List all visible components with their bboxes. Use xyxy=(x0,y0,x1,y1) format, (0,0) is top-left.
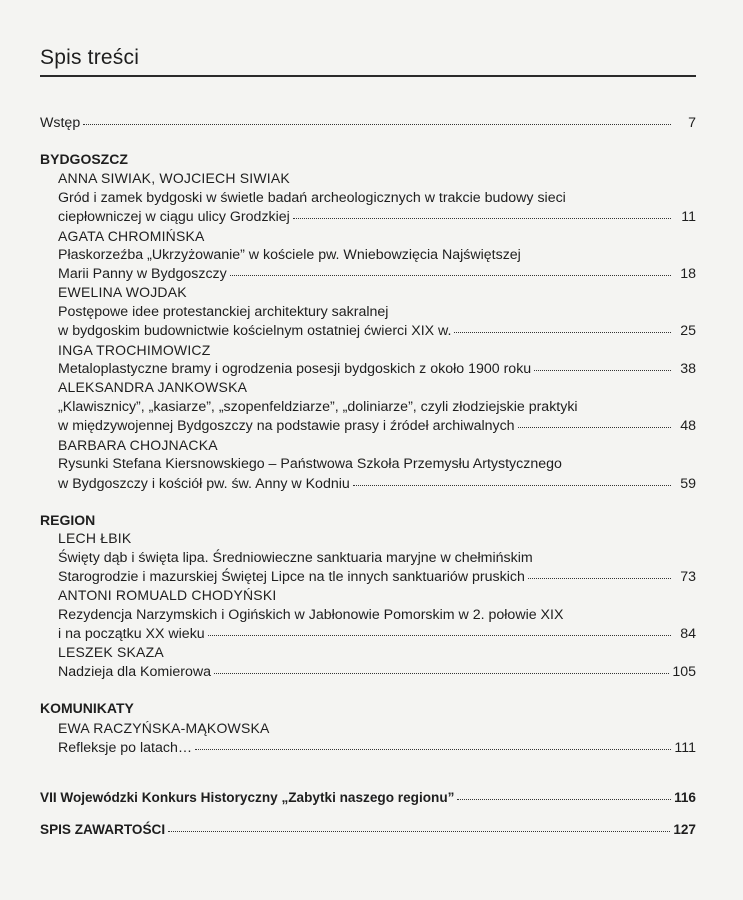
entry-title: VII Wojewódzki Konkurs Historyczny „Zabytki naszego regionu” xyxy=(40,790,455,805)
entry-title-line: Gród i zamek bydgoski w świetle badań archeologicznych w trakcie budowy sieci xyxy=(58,190,566,206)
page-number: 111 xyxy=(674,740,696,756)
dot-leader xyxy=(293,218,671,219)
page-number: 84 xyxy=(680,626,696,642)
entry-title: w Bydgoszczy i kościół pw. św. Anny w Kodniu xyxy=(58,476,350,492)
dot-leader xyxy=(454,332,671,333)
toc-entry[interactable] xyxy=(58,207,696,227)
entry-title: Refleksje po latach… xyxy=(58,740,193,756)
entry-title: ciepłowniczej w ciągu ulicy Grodzkiej xyxy=(58,209,290,225)
entry-title: w międzywojennej Bydgoszczy na podstawie prasy i źródeł archiwalnych xyxy=(58,418,515,434)
page-number: 105 xyxy=(672,664,696,680)
dot-leader xyxy=(518,427,671,428)
entry-title: i na początku XX wieku xyxy=(58,626,205,642)
entry-author: INGA TROCHIMOWICZ xyxy=(58,342,211,358)
dot-leader xyxy=(353,485,671,486)
page-number: 25 xyxy=(680,323,696,339)
entry-title-line: Rezydencja Narzymskich i Ogińskich w Jabłonowie Pomorskim w 2. połowie XIX xyxy=(58,607,564,623)
entry-title: SPIS ZAWARTOŚCI xyxy=(40,822,166,837)
page-number: 18 xyxy=(680,266,696,282)
page-number: 73 xyxy=(680,569,696,585)
dot-leader xyxy=(168,831,670,832)
toc-entry-contents[interactable] xyxy=(40,820,696,840)
page-number: 11 xyxy=(681,209,696,225)
page-number: 48 xyxy=(680,418,696,434)
page-title: Spis treści xyxy=(40,46,140,69)
entry-title-line: Święty dąb i święta lipa. Średniowieczne sanktuaria maryjne w chełmińskim xyxy=(58,550,533,566)
toc-entry[interactable] xyxy=(58,321,696,341)
entry-title-line: „Klawisznicy”, „kasiarze”, „szopenfeldziarze”, „doliniarze”, czyli złodziejskie praktyki xyxy=(58,399,578,415)
page-number: 116 xyxy=(674,790,696,805)
toc-entry[interactable] xyxy=(58,738,696,758)
section-heading-bydgoszcz: BYDGOSZCZ xyxy=(40,151,128,167)
entry-author: ANNA SIWIAK, WOJCIECH SIWIAK xyxy=(58,170,290,186)
dot-leader xyxy=(195,749,671,750)
page-number: 59 xyxy=(680,476,696,492)
entry-title: Marii Panny w Bydgoszczy xyxy=(58,266,227,282)
toc-entry[interactable] xyxy=(58,662,696,682)
toc-entry[interactable] xyxy=(58,416,696,436)
page-number: 7 xyxy=(688,115,696,131)
toc-entry[interactable] xyxy=(58,359,696,379)
toc-entry-contest[interactable] xyxy=(40,788,696,808)
entry-title-line: Postępowe idee protestanckiej architektury sakralnej xyxy=(58,304,389,320)
entry-author: ANTONI ROMUALD CHODYŃSKI xyxy=(58,587,277,603)
page-number: 38 xyxy=(680,361,696,377)
entry-title-line: Płaskorzeźba „Ukrzyżowanie” w kościele pw. Wniebowzięcia Najświętszej xyxy=(58,247,521,263)
entry-title: Metaloplastyczne bramy i ogrodzenia posesji bydgoskich z około 1900 roku xyxy=(58,361,532,377)
entry-title-line: Rysunki Stefana Kiersnowskiego – Państwowa Szkoła Przemysłu Artystycznego xyxy=(58,456,562,472)
section-heading-region: REGION xyxy=(40,512,96,528)
entry-author: ALEKSANDRA JANKOWSKA xyxy=(58,379,248,395)
page-number: 127 xyxy=(673,822,696,837)
entry-author: EWA RACZYŃSKA-MĄKOWSKA xyxy=(58,720,270,736)
entry-author: LESZEK SKAZA xyxy=(58,644,164,660)
entry-author: EWELINA WOJDAK xyxy=(58,284,187,300)
toc-entry[interactable] xyxy=(58,567,696,587)
entry-author: BARBARA CHOJNACKA xyxy=(58,437,218,453)
entry-title: Starogrodzie i mazurskiej Świętej Lipce na tle innych sanktuariów pruskich xyxy=(58,569,525,585)
entry-title: Wstęp xyxy=(40,115,81,131)
entry-author: AGATA CHROMIŃSKA xyxy=(58,228,205,244)
toc-entry[interactable] xyxy=(58,474,696,494)
dot-leader xyxy=(528,578,671,579)
entry-title: w bydgoskim budownictwie kościelnym ostatniej ćwierci XIX w. xyxy=(58,323,452,339)
toc-entry[interactable] xyxy=(58,624,696,644)
title-rule xyxy=(40,75,696,77)
dot-leader xyxy=(534,370,671,371)
section-heading-komunikaty: KOMUNIKATY xyxy=(40,700,134,716)
entry-title: Nadzieja dla Komierowa xyxy=(58,664,211,680)
dot-leader xyxy=(208,635,671,636)
dot-leader xyxy=(83,124,671,125)
toc-entry[interactable] xyxy=(58,264,696,284)
dot-leader xyxy=(457,799,671,800)
dot-leader xyxy=(214,673,669,674)
dot-leader xyxy=(230,275,671,276)
toc-entry-intro[interactable] xyxy=(40,113,696,133)
entry-author: LECH ŁBIK xyxy=(58,530,132,546)
